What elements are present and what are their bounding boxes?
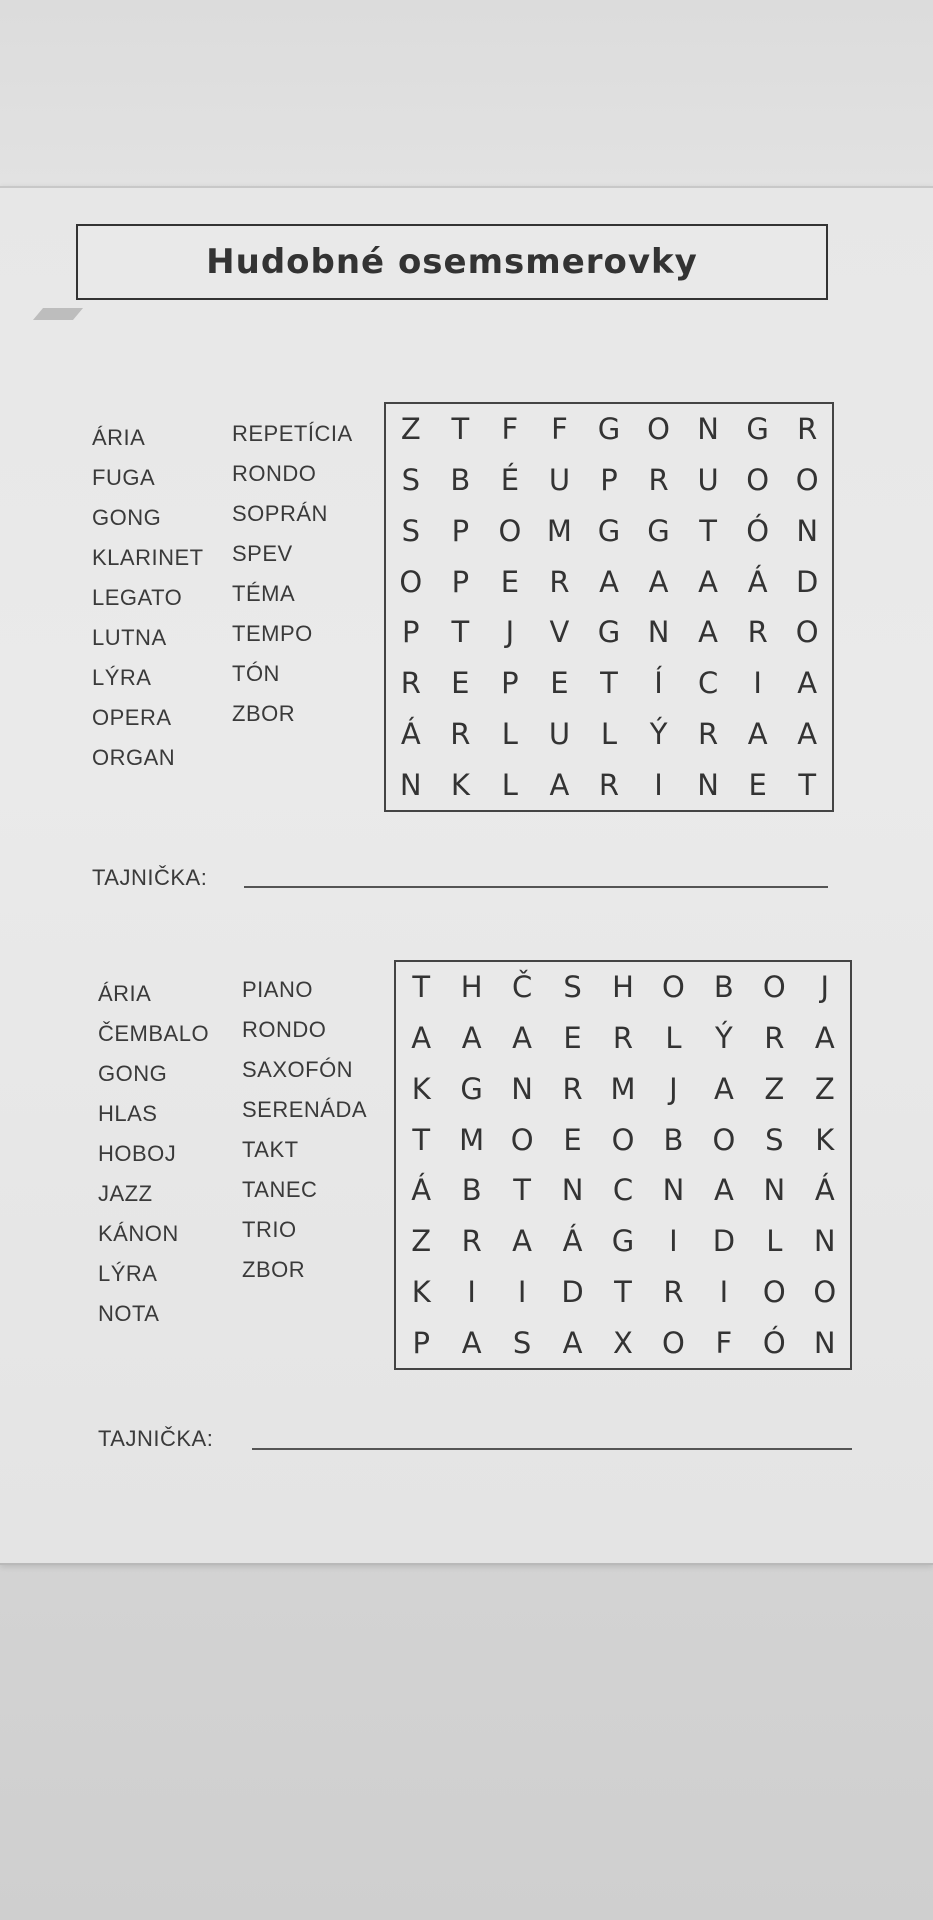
puzzle1-word-list-col2 <box>232 414 353 734</box>
grid-letter-cell[interactable]: A <box>713 1071 734 1106</box>
grid-letter-cell[interactable]: F <box>501 412 519 447</box>
word-list-item: NOTA <box>98 1301 160 1326</box>
grid-letter-cell[interactable]: N <box>647 615 670 650</box>
word-list-item: HOBOJ <box>98 1141 177 1166</box>
grid-letter-cell[interactable]: R <box>461 1224 482 1259</box>
grid-letter-cell[interactable]: Á <box>814 1173 835 1208</box>
grid-letter-cell[interactable]: G <box>746 412 769 447</box>
grid-letter-cell[interactable]: A <box>814 1021 835 1056</box>
puzzle1-letter-grid <box>384 402 834 812</box>
word-list-item: LÝRA <box>98 1261 158 1286</box>
grid-letter-cell[interactable]: Z <box>814 1071 835 1106</box>
grid-letter-cell[interactable]: Ý <box>649 716 668 751</box>
grid-letter-cell[interactable]: N <box>697 412 719 447</box>
grid-letter-cell[interactable]: O <box>662 1325 685 1360</box>
grid-letter-cell[interactable]: A <box>713 1173 734 1208</box>
grid-letter-cell[interactable]: G <box>597 615 621 650</box>
grid-letter-cell[interactable]: O <box>399 564 423 599</box>
grid-letter-cell[interactable]: M <box>610 1071 636 1106</box>
grid-letter-cell[interactable]: Z <box>411 1224 432 1259</box>
word-list-item: GONG <box>98 1061 168 1086</box>
grid-letter-cell[interactable]: G <box>647 513 670 548</box>
grid-letter-cell[interactable]: G <box>597 513 621 548</box>
word-list-item: TAKT <box>242 1137 299 1162</box>
word-list-item: TÓN <box>232 661 280 686</box>
word-list-item: SPEV <box>232 541 293 566</box>
grid-letter-cell[interactable]: A <box>461 1021 482 1056</box>
grid-letter-cell[interactable]: N <box>813 1325 836 1360</box>
grid-letter-cell[interactable]: O <box>712 1122 736 1157</box>
grid-letter-cell[interactable]: A <box>648 564 669 599</box>
grid-letter-cell[interactable]: P <box>600 463 618 498</box>
grid-letter-cell[interactable]: Ó <box>762 1325 786 1360</box>
grid-letter-cell[interactable]: T <box>798 767 817 802</box>
word-list-item: LÝRA <box>92 665 152 690</box>
grid-letter-cell[interactable]: L <box>600 716 618 751</box>
grid-letter-cell[interactable]: L <box>501 767 518 802</box>
grid-letter-cell[interactable]: N <box>796 513 819 548</box>
grid-letter-cell[interactable]: L <box>501 716 518 751</box>
grid-letter-cell[interactable]: K <box>815 1122 835 1157</box>
grid-letter-cell[interactable]: T <box>699 513 717 548</box>
grid-letter-cell[interactable]: L <box>665 1021 682 1056</box>
puzzle1-answer-label: TAJNIČKA: <box>92 865 208 890</box>
grid-letter-cell[interactable]: O <box>746 463 770 498</box>
grid-letter-cell[interactable]: J <box>505 615 515 650</box>
word-list-item: HLAS <box>98 1101 158 1126</box>
grid-letter-cell[interactable]: U <box>697 463 719 498</box>
grid-letter-cell[interactable]: R <box>663 1274 684 1309</box>
grid-letter-cell[interactable]: J <box>669 1071 678 1106</box>
word-list-item: ZBOR <box>232 701 296 726</box>
grid-letter-cell[interactable]: R <box>450 716 471 751</box>
title-shadow <box>33 308 83 320</box>
grid-letter-cell[interactable]: I <box>753 666 762 701</box>
grid-letter-cell[interactable]: D <box>712 1224 736 1259</box>
grid-letter-cell[interactable]: Á <box>562 1224 583 1259</box>
grid-letter-cell[interactable]: E <box>563 1021 582 1056</box>
word-list-item: ČEMBALO <box>98 1021 210 1046</box>
grid-letter-cell[interactable]: P <box>402 615 420 650</box>
grid-letter-cell[interactable]: E <box>748 767 767 802</box>
grid-letter-cell[interactable]: U <box>548 716 571 751</box>
worksheet-page <box>0 186 933 1565</box>
grid-letter-cell[interactable]: N <box>511 1071 533 1106</box>
word-list-item: TEMPO <box>232 621 313 646</box>
grid-letter-cell[interactable]: A <box>461 1325 482 1360</box>
word-list-item: ÁRIA <box>92 425 146 450</box>
grid-letter-cell[interactable]: A <box>747 716 768 751</box>
grid-letter-cell[interactable]: B <box>663 1122 684 1157</box>
word-list-item: RONDO <box>242 1017 327 1042</box>
grid-letter-cell[interactable]: R <box>400 666 421 701</box>
word-list-item: JAZZ <box>98 1181 153 1206</box>
grid-letter-cell[interactable]: I <box>517 1274 527 1309</box>
grid-letter-cell[interactable]: A <box>512 1021 533 1056</box>
grid-letter-cell[interactable]: T <box>412 970 431 1005</box>
grid-letter-cell[interactable]: P <box>451 513 470 548</box>
grid-letter-cell[interactable]: T <box>412 1122 431 1157</box>
grid-letter-cell[interactable]: G <box>611 1224 635 1259</box>
grid-letter-cell[interactable]: A <box>599 564 619 599</box>
word-list-item: FUGA <box>92 465 156 490</box>
grid-letter-cell[interactable]: S <box>563 970 582 1005</box>
grid-letter-cell[interactable]: K <box>450 767 470 802</box>
grid-letter-cell[interactable]: E <box>451 666 470 701</box>
grid-letter-cell[interactable]: E <box>500 564 520 599</box>
grid-letter-cell[interactable]: N <box>763 1173 786 1208</box>
grid-letter-cell[interactable]: O <box>498 513 522 548</box>
grid-letter-cell[interactable]: A <box>797 716 818 751</box>
grid-letter-cell[interactable]: U <box>548 463 571 498</box>
grid-letter-cell[interactable]: A <box>698 615 719 650</box>
grid-letter-cell[interactable]: N <box>697 767 719 802</box>
grid-letter-cell[interactable]: Í <box>654 666 663 701</box>
grid-letter-cell[interactable]: C <box>612 1173 634 1208</box>
grid-letter-cell[interactable]: G <box>460 1071 483 1106</box>
grid-letter-cell[interactable]: R <box>562 1071 583 1106</box>
grid-letter-cell[interactable]: R <box>549 564 570 599</box>
grid-letter-cell[interactable]: B <box>713 970 734 1005</box>
grid-letter-cell[interactable]: O <box>813 1274 837 1309</box>
grid-letter-cell[interactable]: A <box>562 1325 583 1360</box>
grid-letter-cell[interactable]: T <box>614 1274 632 1309</box>
grid-letter-cell[interactable]: A <box>411 1021 432 1056</box>
grid-letter-cell[interactable]: V <box>549 615 570 650</box>
grid-letter-cell[interactable]: I <box>669 1224 678 1259</box>
grid-letter-cell[interactable]: T <box>451 412 470 447</box>
grid-letter-cell[interactable]: N <box>399 767 422 802</box>
grid-letter-cell[interactable]: F <box>715 1325 733 1360</box>
puzzle2-word-list-col2 <box>242 970 367 1290</box>
grid-letter-cell[interactable]: G <box>597 412 621 447</box>
grid-letter-cell[interactable]: Č <box>511 970 533 1005</box>
grid-letter-cell[interactable]: A <box>549 767 570 802</box>
grid-letter-cell[interactable]: L <box>766 1224 783 1259</box>
grid-letter-cell[interactable]: A <box>512 1224 533 1259</box>
word-list-item: REPETÍCIA <box>232 421 353 446</box>
grid-letter-cell[interactable]: E <box>550 666 569 701</box>
word-list-item: SERENÁDA <box>242 1097 368 1122</box>
word-list-item: TÉMA <box>232 581 296 606</box>
puzzle1-word-list-col1 <box>92 418 204 778</box>
grid-letter-cell[interactable]: Ó <box>746 513 770 548</box>
grid-letter-cell[interactable]: Á <box>747 564 768 599</box>
grid-letter-cell[interactable]: B <box>450 463 471 498</box>
grid-letter-cell[interactable]: M <box>459 1122 485 1157</box>
grid-letter-cell[interactable]: N <box>662 1173 685 1208</box>
grid-letter-cell[interactable]: R <box>612 1021 634 1056</box>
grid-letter-cell[interactable]: O <box>647 412 670 447</box>
grid-letter-cell[interactable]: O <box>510 1122 534 1157</box>
grid-letter-cell[interactable]: Z <box>764 1071 785 1106</box>
grid-letter-cell[interactable]: X <box>613 1325 633 1360</box>
page-title: Hudobné osemsmerovky <box>206 242 698 282</box>
grid-letter-cell[interactable]: T <box>600 666 618 701</box>
puzzle1-answer-line[interactable] <box>244 886 828 888</box>
word-list-item: ORGAN <box>92 745 176 770</box>
grid-letter-cell[interactable]: S <box>401 463 420 498</box>
grid-letter-cell[interactable]: S <box>401 513 420 548</box>
grid-letter-cell[interactable]: H <box>612 970 634 1005</box>
word-list-item: OPERA <box>92 705 172 730</box>
word-list-item: TRIO <box>242 1217 297 1242</box>
grid-letter-cell[interactable]: O <box>762 1274 786 1309</box>
grid-letter-cell[interactable]: R <box>698 716 719 751</box>
grid-letter-cell[interactable]: T <box>513 1173 531 1208</box>
grid-letter-cell[interactable]: R <box>764 1021 785 1056</box>
grid-letter-cell[interactable]: B <box>461 1173 482 1208</box>
grid-letter-cell[interactable]: A <box>698 564 719 599</box>
puzzle2-answer-line[interactable] <box>252 1448 852 1450</box>
grid-letter-cell[interactable]: F <box>551 412 568 447</box>
grid-letter-cell[interactable]: O <box>795 615 819 650</box>
grid-letter-cell[interactable]: M <box>546 513 572 548</box>
grid-letter-cell[interactable]: P <box>451 564 470 599</box>
grid-letter-cell[interactable]: R <box>648 463 669 498</box>
word-list-item: LEGATO <box>92 585 183 610</box>
grid-letter-cell[interactable]: N <box>813 1224 836 1259</box>
word-list-item: SAXOFÓN <box>242 1057 354 1082</box>
grid-letter-cell[interactable]: R <box>598 767 620 802</box>
grid-letter-cell[interactable]: I <box>654 767 663 802</box>
grid-letter-cell[interactable]: C <box>697 666 719 701</box>
grid-letter-cell[interactable]: O <box>662 970 685 1005</box>
puzzle2-word-list-col1 <box>98 974 209 1334</box>
word-list-item: ZBOR <box>242 1257 306 1282</box>
grid-letter-cell[interactable]: A <box>797 666 818 701</box>
grid-letter-cell[interactable]: H <box>460 970 483 1005</box>
word-list-item: LUTNA <box>92 625 167 650</box>
title-box <box>76 224 828 300</box>
puzzle2-letter-grid <box>394 960 852 1370</box>
grid-letter-cell[interactable]: D <box>561 1274 584 1309</box>
grid-letter-cell[interactable]: J <box>820 970 830 1005</box>
grid-letter-cell[interactable]: P <box>501 666 519 701</box>
grid-letter-cell[interactable]: Á <box>411 1173 432 1208</box>
grid-letter-cell[interactable]: I <box>467 1274 476 1309</box>
grid-letter-cell[interactable]: O <box>795 463 819 498</box>
grid-letter-cell[interactable]: P <box>412 1325 430 1360</box>
grid-letter-cell[interactable]: I <box>719 1274 729 1309</box>
grid-letter-cell[interactable]: Z <box>400 412 421 447</box>
grid-letter-cell[interactable]: T <box>451 615 470 650</box>
word-list-item: PIANO <box>242 977 313 1002</box>
grid-letter-cell[interactable]: R <box>747 615 768 650</box>
grid-letter-cell[interactable]: O <box>611 1122 635 1157</box>
grid-letter-cell[interactable]: K <box>411 1071 431 1106</box>
word-list-item: SOPRÁN <box>232 501 328 526</box>
grid-letter-cell[interactable]: D <box>796 564 819 599</box>
grid-letter-cell[interactable]: S <box>765 1122 784 1157</box>
grid-letter-cell[interactable]: S <box>512 1325 532 1360</box>
grid-letter-cell[interactable]: K <box>411 1274 431 1309</box>
grid-letter-cell[interactable]: Ý <box>715 1021 733 1056</box>
puzzle2-answer-label: TAJNIČKA: <box>98 1426 214 1451</box>
word-list-item: RONDO <box>232 461 317 486</box>
word-list-item: ÁRIA <box>98 981 152 1006</box>
grid-letter-cell[interactable]: Á <box>400 716 421 751</box>
word-list-item: KLARINET <box>92 545 204 570</box>
grid-letter-cell[interactable]: N <box>561 1173 584 1208</box>
grid-letter-cell[interactable]: O <box>762 970 786 1005</box>
word-list-item: TANEC <box>242 1177 318 1202</box>
word-list-item: KÁNON <box>98 1221 179 1246</box>
word-list-item: GONG <box>92 505 162 530</box>
grid-letter-cell[interactable]: E <box>563 1122 582 1157</box>
grid-letter-cell[interactable]: R <box>797 412 818 447</box>
grid-letter-cell[interactable]: É <box>500 463 520 498</box>
